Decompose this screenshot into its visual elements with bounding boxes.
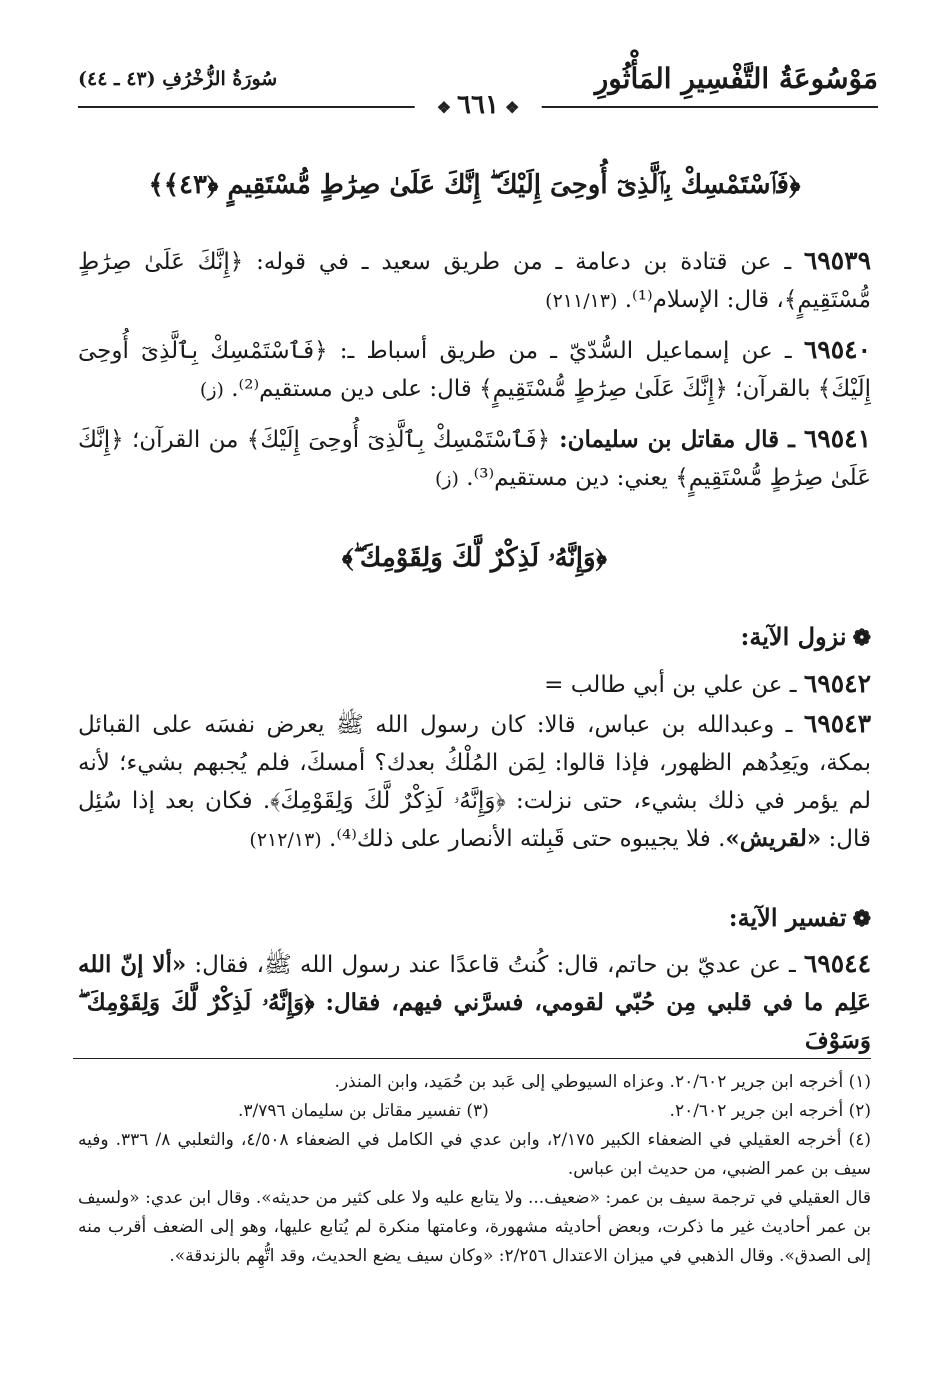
entry-bold-text: «ألا إنّ الله عَلِم ما في قلبي مِن حُبّي لقومي، فسرَّني فيهم، فقال: ﴿وَإِنَّهُۥ لَذِكْرٌ لَّكَ وَلِقَوْمِكَ ۖ وَسَوْفَ: [78, 951, 871, 1054]
narrator-name: ـ قال مقاتل بن سليمان:: [550, 426, 804, 453]
flower-ornament-icon: ❁: [852, 625, 871, 651]
entry-number: ٦٩٥٤٤: [803, 949, 871, 978]
entry-69542: [78, 665, 871, 704]
entry-text: ـ عن علي بن أبي طالب =: [544, 672, 804, 698]
footnotes: [78, 1068, 871, 1271]
entry-reference: (٢١٢/١٣): [249, 829, 322, 851]
footnote-3: (٣) تفسير مقاتل بن سليمان ٣/٧٩٦.: [238, 1101, 489, 1121]
entry-reference: (ز): [434, 468, 459, 490]
entry-number: ٦٩٥٤١: [803, 424, 871, 453]
entry-number: ٦٩٥٤٠: [803, 335, 871, 364]
ornament-icon: ❖: [504, 98, 520, 117]
entry-number: ٦٩٥٣٩: [803, 246, 871, 275]
entry-text: ـ عن عديّ بن حاتم، قال: كُنتُ قاعدًا عند رسول الله ﷺ، فقال:: [186, 952, 804, 978]
verse-heading-44: ﴿وَإِنَّهُۥ لَذِكْرٌ لَّكَ وَلِقَوْمِكَ ۖ﴾: [341, 543, 608, 573]
entry-text: ـ وعبدالله بن عباس، قالا: كان رسول الله ﷺ يعرض نفسَه على القبائل بمكة، ويَعِدُهم الظهور، فإذا قالوا: لِمَن المُلْكُ بعدك؟ أمسكَ، فلم يُجبهم بشيء؛ لأنه لم يؤمر في ذلك بشيء، حتى نزلت: ﴿وَإِنَّهُۥ لَذِكْرٌ لَّكَ وَلِقَوْمِكَ﴾. فكان بعد إذا سُئِل قال:: [78, 712, 871, 852]
running-header: [78, 62, 878, 122]
page-number: ٦٦١: [457, 90, 499, 120]
section-title: تفسير الآية:: [728, 903, 847, 932]
entry-text: ـ عن إسماعيل السُّدّيّ ـ من طريق أسباط ـ: ﴿فَٱسْتَمْسِكْ بِٱلَّذِىٓ أُوحِىَ إِلَيْكَ﴾ بالقرآن؛ ﴿إِنَّكَ عَلَىٰ صِرَٰطٍ مُّسْتَقِيمٍ﴾ قال: على دين مستقيم⁽²⁾.: [78, 338, 871, 402]
entry-reference: (ز): [199, 379, 224, 401]
section-heading-nuzul: [740, 622, 871, 651]
page-number-block: [415, 90, 542, 120]
footnote-4: (٤) أخرجه العقيلي في الضعفاء الكبير ٢/١٧٥، وابن عدي في الكامل في الضعفاء ٤/٥٠٨، والثعلبي ٨/ ٣٣٦. وفيه سيف بن عمر الضبي، من حديث ابن عباس.: [78, 1130, 871, 1179]
entry-text-continued: . فلا يجيبوه حتى قَبِلته الأنصار على ذلك⁽⁴⁾.: [321, 826, 726, 852]
footnote-4-continued: قال العقيلي في ترجمة سيف بن عمر: «ضعيف... ولا يتابع عليه ولا على كثير من حديثه». وقال ابن عدي: «ولسيف بن عمر أحاديث غير ما ذكرت، وبعض أحاديثه مشهورة، وعامتها منكرة لم يُتابع عليها، وهو إلى الضعف أقرب منه إلى الصدق». وقال الذهبي في ميزان الاعتدال ٢/٢٥٦: «وكان سيف يضع الحديث، وقد اتُّهِم بالزندقة».: [78, 1188, 871, 1266]
entry-number: ٦٩٥٤٣: [803, 709, 871, 738]
footnote-2: (٢) أخرجه ابن جرير ٢٠/٦٠٢.: [669, 1101, 871, 1121]
book-title: مَوْسُوعَةُ التَّفْسِيرِ المَأْثُورِ: [594, 62, 878, 95]
section-title: نزول الآية:: [740, 622, 847, 651]
entry-69540: [78, 331, 871, 409]
section-heading-tafsir: [729, 903, 871, 932]
verse-heading-43: ﴿فَٱسْتَمْسِكْ بِٱلَّذِىٓ أُوحِىَ إِلَيْكَ ۖ إِنَّكَ عَلَىٰ صِرَٰطٍ مُّسْتَقِيمٍ ﴿٤٣﴾﴾: [148, 170, 801, 200]
entry-reference: (٢١١/١٣): [545, 290, 618, 312]
entry-69539: [78, 242, 871, 320]
entry-text: ـ عن قتادة بن دعامة ـ من طريق سعيد ـ في قوله: ﴿إِنَّكَ عَلَىٰ صِرَٰطٍ مُّسْتَقِيمٍ﴾، قال: الإسلام⁽¹⁾.: [78, 249, 871, 313]
entry-69544: [78, 945, 871, 1060]
entry-number: ٦٩٥٤٢: [803, 669, 871, 698]
footnote-row: [78, 1097, 871, 1126]
footnote-1: (١) أخرجه ابن جرير ٢٠/٦٠٢. وعزاه السيوطي إلى عَبد بن حُمَيد، وابن المنذر.: [334, 1072, 871, 1092]
flower-ornament-icon: ❁: [852, 906, 871, 932]
entry-69543: [78, 705, 871, 859]
ornament-icon: ❖: [436, 98, 452, 117]
entry-text: ﴿فَٱسْتَمْسِكْ بِٱلَّذِىٓ أُوحِىَ إِلَيْكَ﴾ من القرآن؛ ﴿إِنَّكَ عَلَىٰ صِرَٰطٍ مُّسْتَقِيمٍ﴾ يعني: دين مستقيم⁽³⁾.: [78, 427, 871, 491]
entry-bold-text: «لقريش»: [725, 825, 822, 852]
footnote-separator: [73, 1058, 871, 1059]
surah-reference: سُورَةُ الزُّخْرُفِ (٤٣ ـ ٤٤): [78, 68, 278, 90]
entry-69541: [78, 420, 871, 498]
